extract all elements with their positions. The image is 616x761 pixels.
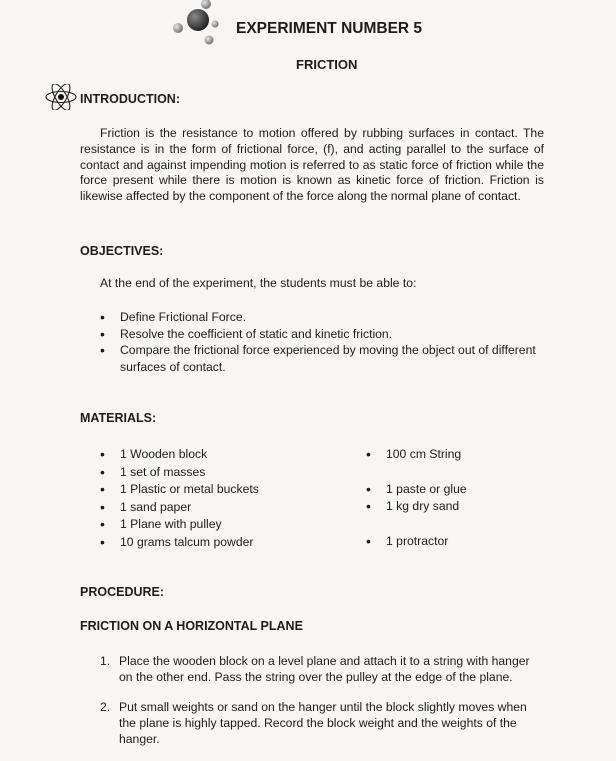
materials-list-right-2 (366, 481, 566, 514)
step-number: 1. (100, 654, 111, 668)
procedure-subheading: FRICTION ON A HORIZONTAL PLANE (80, 619, 303, 633)
objectives-heading: OBJECTIVES: (80, 244, 164, 258)
step-number: 2. (100, 700, 111, 714)
procedure-steps (100, 653, 546, 761)
list-item: • 1 Plastic or metal buckets (100, 481, 330, 498)
procedure-heading: PROCEDURE: (80, 585, 165, 599)
materials-heading: MATERIALS: (80, 411, 157, 425)
list-item: • Resolve the coefficient of static and kinetic friction. (100, 326, 546, 343)
step-text: Put small weights or sand on the hanger until the block slightly moves when the plane is highly tapped. Record the block weight and the weights of the hanger. (119, 700, 527, 746)
list-item: • 100 cm String (366, 446, 566, 463)
introduction-paragraph: Friction is the resistance to motion offered by rubbing surfaces in contact. The resistance is in the form of frictional force, (f), and acting parallel to the surface of contact and against impending motion is referred to as static force of friction while the force present while there is motion is known as kinetic force of friction. Friction is likewise affected by the component of the force along the normal plane of contact. (80, 126, 544, 204)
step-text: Place the wooden block on a level plane and attach it to a string with hanger on the other end. Pass the string over the pulley at the edge of the plane. (119, 654, 530, 684)
list-item: • 10 grams talcum powder (100, 534, 330, 551)
list-item: • Define Frictional Force. (100, 309, 546, 326)
list-item: • 1 protractor (366, 533, 566, 550)
list-item: • 1 Wooden block (100, 446, 330, 463)
page-subtitle: FRICTION (296, 57, 358, 72)
molecule-spheres-icon (168, 0, 226, 50)
materials-list-right (366, 446, 566, 463)
list-item: • 1 Plane with pulley (100, 516, 330, 533)
objectives-list (100, 309, 546, 375)
materials-list-left (100, 446, 330, 550)
materials-list-right-3 (366, 533, 566, 550)
list-item: • 1 paste or glue (366, 481, 566, 498)
list-item: • 1 sand paper (100, 499, 330, 516)
atom-icon (44, 84, 78, 110)
list-item: • 1 set of masses (100, 464, 330, 481)
page-title: EXPERIMENT NUMBER 5 (236, 20, 423, 37)
list-item (100, 653, 546, 685)
list-item: • Compare the frictional force experienced by moving the object out of different surfaces of contact. (100, 342, 546, 375)
list-item (100, 699, 546, 747)
list-item: • 1 kg dry sand (366, 498, 566, 515)
objectives-intro: At the end of the experiment, the students must be able to: (100, 276, 417, 290)
introduction-heading: INTRODUCTION: (80, 92, 180, 106)
